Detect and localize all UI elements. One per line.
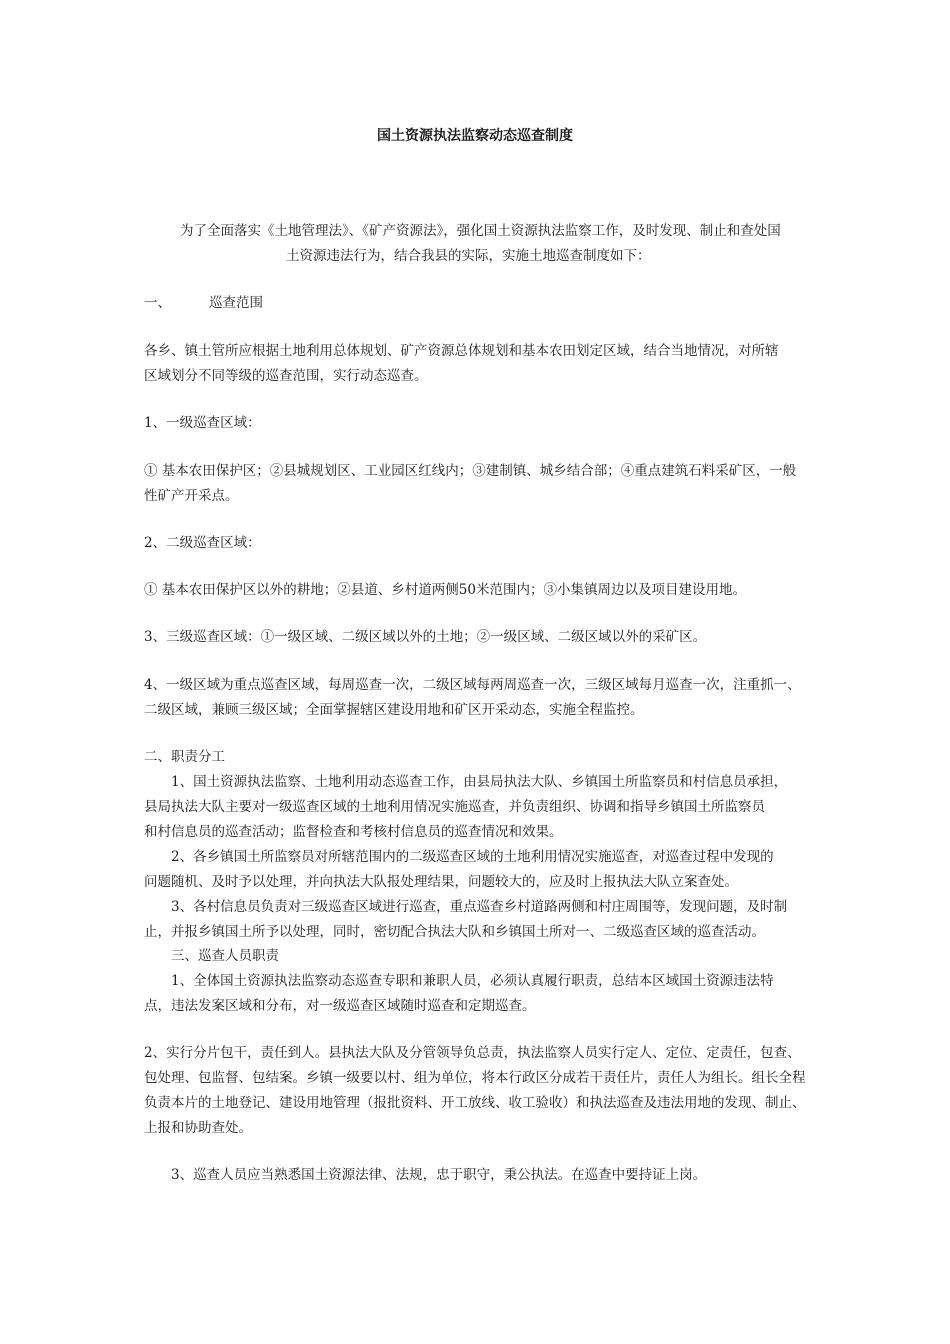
paragraph-line: 1、全体国土资源执法监察动态巡查专职和兼职人员，必须认真履行职责，总结本区域国土资源违法特 (171, 973, 774, 989)
paragraph-line: 3、各村信息员负责对三级巡查区域进行巡查，重点巡查乡村道路两侧和村庄周围等，发现问题，及时制 (171, 899, 788, 915)
paragraph-line: 负责本片的土地登记、建设用地管理（报批资料、开工放线、收工验收）和执法巡查及违法用地的发现、制止、 (144, 1095, 806, 1111)
paragraph-line: 二级区域，兼顾三级区域；全面掌握辖区建设用地和矿区开采动态，实施全程监控。 (144, 702, 644, 718)
paragraph-line: ① 基本农田保护区；②县城规划区、工业园区红线内；③建制镇、城乡结合部；④重点建筑石料采矿区，一般 (144, 463, 797, 479)
paragraph-line: 2、实行分片包干，责任到人。县执法大队及分管领导负总责，执法监察人员实行定人、定位、定责任，包查、 (144, 1045, 801, 1061)
paragraph-line: 1、国土资源执法监察、土地利用动态巡查工作，由县局执法大队、乡镇国土所监察员和村信息员承担， (171, 774, 788, 790)
paragraph-line: 点，违法发案区域和分布，对一级巡查区域随时巡查和定期巡查。 (144, 998, 536, 1014)
section-number: 一、 (144, 295, 171, 311)
paragraph-line: 3、巡查人员应当熟悉国土资源法律、法规，忠于职守，秉公执法。在巡查中要持证上岗。 (171, 1167, 707, 1183)
intro-line: 为了全面落实《土地管理法》、《矿产资源法》，强化国土资源执法监察工作，及时发现、制止和查处国 (180, 223, 781, 239)
subheading: 2、二级巡查区域： (144, 535, 261, 551)
subheading: 1、一级巡查区域： (144, 415, 261, 431)
document-title: 国土资源执法监察动态巡查制度 (377, 128, 573, 144)
section-heading: 巡查范围 (209, 295, 263, 311)
paragraph-line: 止，并报乡镇国土所予以处理，同时，密切配合执法大队和乡镇国土所对一、二级巡查区域的巡查活动。 (144, 924, 765, 940)
paragraph-line: 县局执法大队主要对一级巡查区域的土地利用情况实施巡查，并负责组织、协调和指导乡镇国土所监察员 (144, 799, 765, 815)
paragraph-line: 区域划分不同等级的巡查范围，实行动态巡查。 (144, 368, 428, 384)
paragraph-line: 4、一级区域为重点巡查区域，每周巡查一次，二级区域每两周巡查一次，三级区域每月巡查一次，注重抓一、 (144, 677, 801, 693)
paragraph-line: 上报和协助查处。 (144, 1120, 252, 1136)
paragraph-line: 性矿产开采点。 (144, 488, 239, 504)
paragraph-line: 包处理、包监督、包结案。乡镇一级要以村、组为单位，将本行政区分成若干责任片，责任人为组长。组长全程 (144, 1070, 806, 1086)
paragraph-line: 2、各乡镇国土所监察员对所辖范围内的二级巡查区域的土地利用情况实施巡查，对巡查过程中发现的 (171, 849, 774, 865)
paragraph-line: 3、三级巡查区域：①一级区域、二级区域以外的土地；②一级区域、二级区域以外的采矿区。 (144, 629, 707, 645)
paragraph-line: 和村信息员的巡查活动；监督检查和考核村信息员的巡查情况和效果。 (144, 824, 563, 840)
section-heading: 二、职责分工 (144, 749, 225, 765)
section-heading: 三、巡查人员职责 (171, 948, 279, 964)
paragraph-line: 问题随机、及时予以处理，并向执法大队报处理结果，问题较大的，应及时上报执法大队立案查处。 (144, 874, 738, 890)
intro-line: 土资源违法行为，结合我县的实际，实施土地巡查制度如下： (286, 248, 651, 264)
paragraph-line: ① 基本农田保护区以外的耕地；②县道、乡村道两侧50米范围内；③小集镇周边以及项目建设用地。 (144, 582, 746, 598)
paragraph-line: 各乡、镇土管所应根据土地利用总体规划、矿产资源总体规划和基本农田划定区域，结合当地情况，对所辖 (144, 343, 779, 359)
